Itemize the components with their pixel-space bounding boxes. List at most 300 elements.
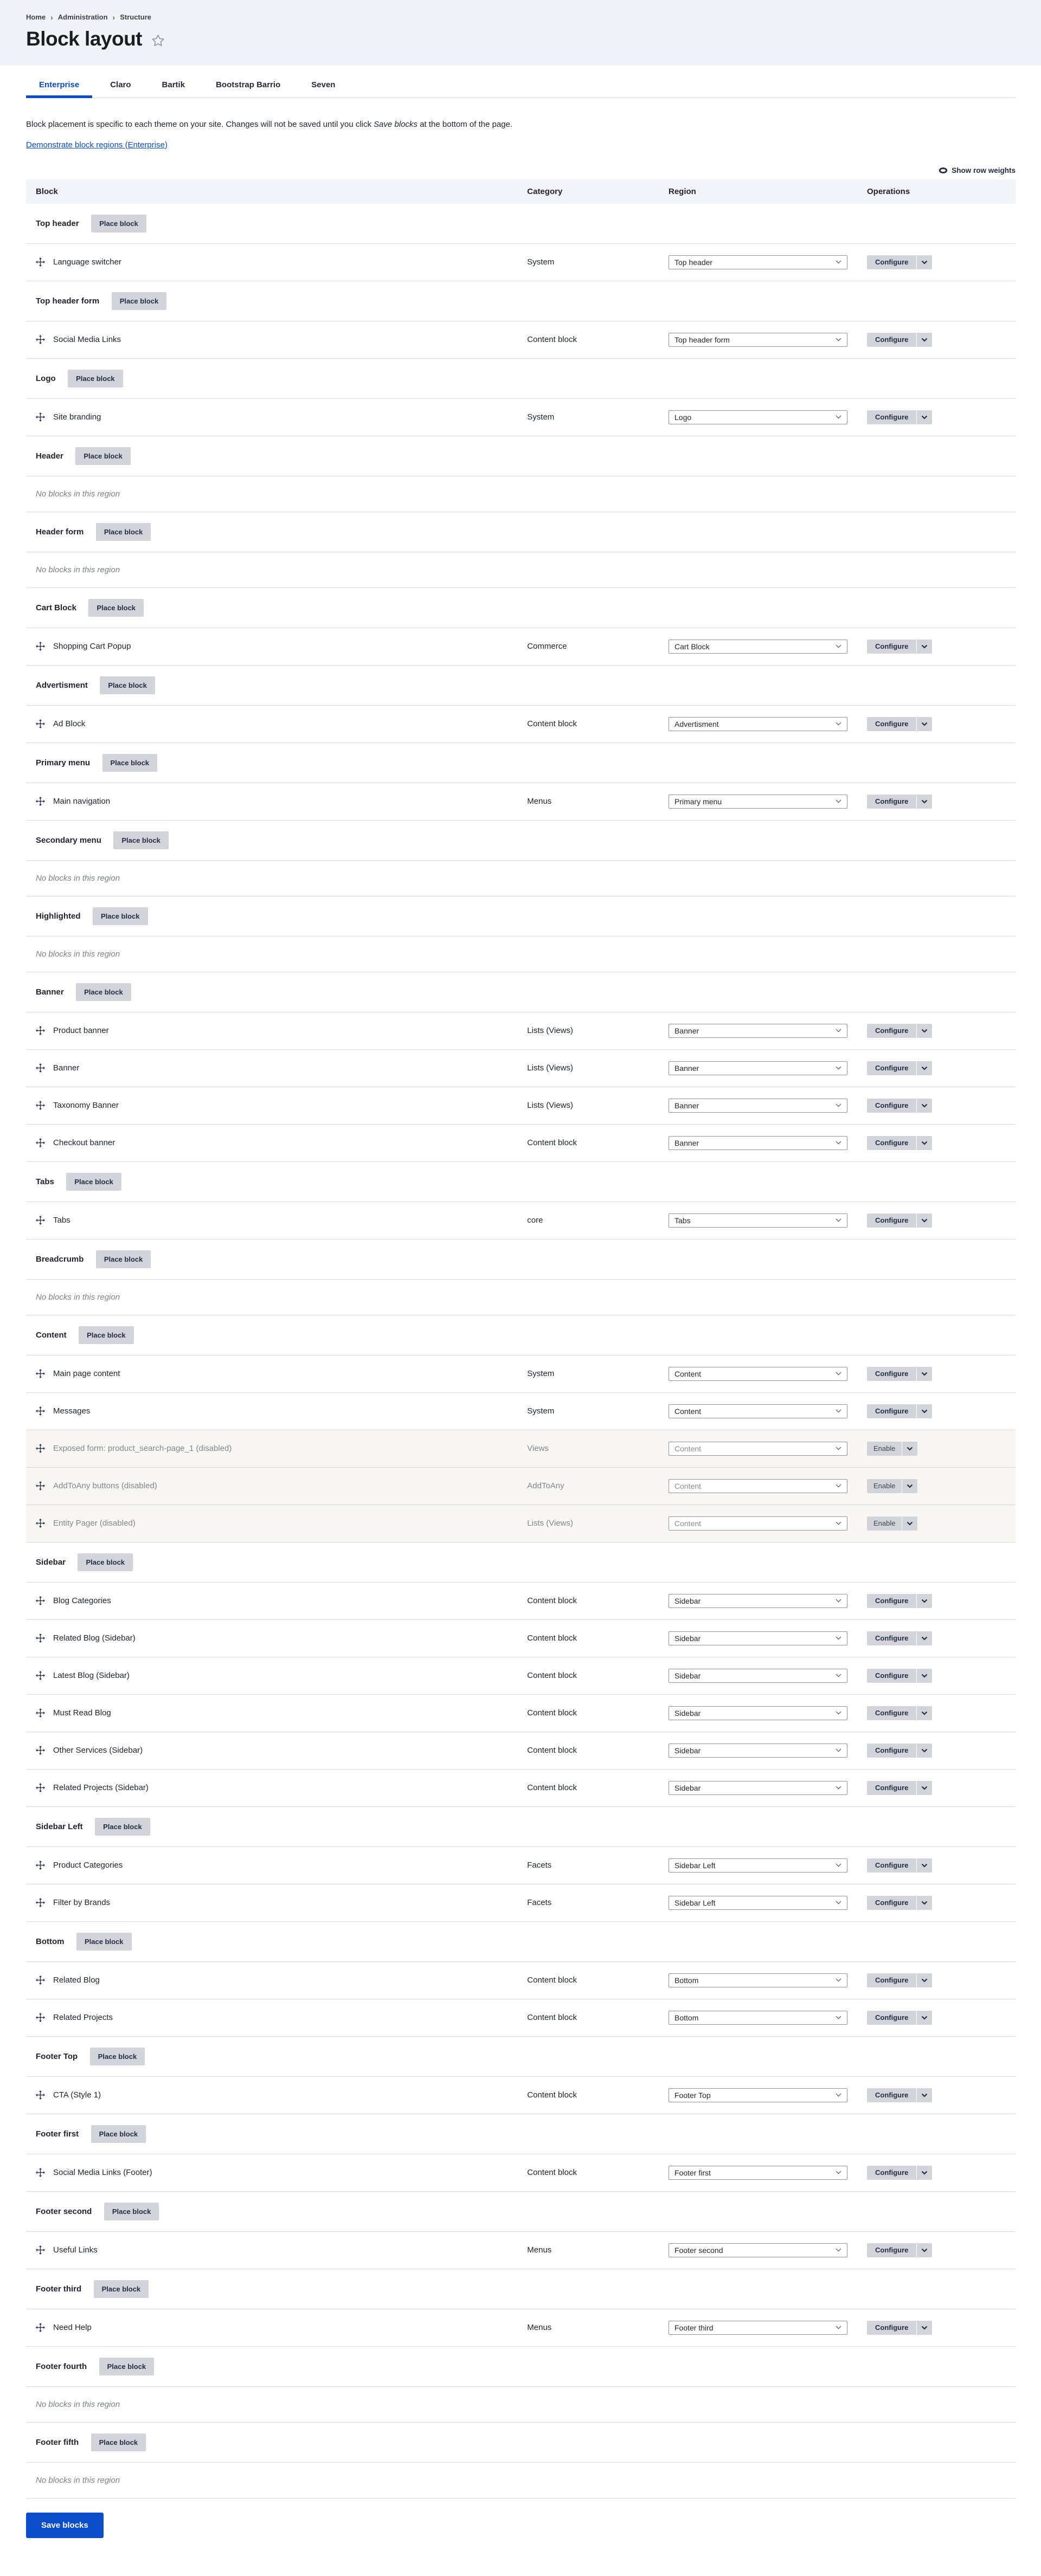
region-select-value: Advertisment [674, 719, 719, 728]
tab-claro[interactable]: Claro [110, 80, 131, 89]
operations-toggle-button[interactable] [917, 1706, 932, 1720]
region-select-value: Footer Top [674, 2090, 711, 2100]
block-row [26, 1884, 1016, 1921]
region-select[interactable] [669, 1594, 847, 1608]
operations-toggle-button[interactable] [917, 1896, 932, 1910]
region-select-value: Content [674, 1444, 702, 1453]
place-block-button[interactable]: Place block [95, 1818, 150, 1836]
place-block-button[interactable]: Place block [76, 1933, 132, 1951]
block-title: Site branding [53, 412, 101, 422]
operations-dropbutton [867, 1136, 932, 1150]
region-select[interactable] [669, 1099, 847, 1113]
operations-dropbutton [867, 1669, 932, 1683]
region-select[interactable] [669, 1213, 847, 1228]
block-title: Messages [53, 1406, 91, 1416]
drag-handle-icon[interactable] [36, 1975, 45, 1985]
block-category: Facets [527, 1898, 552, 1907]
configure-button[interactable]: Configure [867, 2243, 917, 2257]
operations-toggle-button[interactable] [917, 1099, 932, 1113]
operations-toggle-button[interactable] [917, 1404, 932, 1418]
operations-toggle-button[interactable] [917, 1213, 932, 1228]
configure-button[interactable]: Configure [867, 1669, 917, 1683]
drag-handle-icon[interactable] [36, 257, 45, 267]
region-title: Header [36, 451, 63, 461]
block-row [26, 1392, 1016, 1430]
configure-button[interactable]: Configure [867, 640, 917, 654]
region-row-content [26, 1315, 1016, 1355]
operations-toggle-button[interactable] [917, 1594, 932, 1608]
place-block-button[interactable]: Place block [113, 831, 169, 849]
drag-handle-icon[interactable] [36, 2168, 45, 2177]
region-title: Primary menu [36, 758, 91, 767]
place-block-button[interactable]: Place block [91, 2433, 146, 2451]
configure-button[interactable]: Configure [867, 1213, 917, 1228]
region-select-value: Banner [674, 1138, 699, 1147]
block-title: Related Projects (Sidebar) [53, 1783, 149, 1792]
region-select[interactable] [669, 2011, 847, 2025]
select-chevron-icon [836, 2016, 841, 2019]
drag-handle-icon[interactable] [36, 797, 45, 806]
select-chevron-icon [836, 1066, 841, 1070]
region-select-value: Content [674, 1519, 702, 1528]
operations-toggle-button[interactable] [917, 333, 932, 347]
operations-toggle-button[interactable] [917, 1781, 932, 1795]
place-block-button[interactable]: Place block [99, 2358, 155, 2375]
block-category: System [527, 1369, 555, 1378]
place-block-button[interactable]: Place block [94, 2280, 149, 2298]
configure-button[interactable]: Configure [867, 2166, 917, 2180]
select-chevron-icon [836, 1141, 841, 1145]
operations-toggle-button[interactable] [917, 2088, 932, 2102]
operations-dropbutton [867, 1858, 932, 1873]
drag-handle-icon[interactable] [36, 1026, 45, 1035]
region-row-tabs [26, 1161, 1016, 1202]
place-block-button[interactable]: Place block [91, 215, 146, 233]
operations-toggle-button[interactable] [917, 1631, 932, 1645]
region-title: Sidebar Left [36, 1822, 83, 1831]
operations-toggle-button[interactable] [917, 795, 932, 809]
drag-handle-icon[interactable] [36, 719, 45, 728]
region-row-advertisment [26, 665, 1016, 705]
region-select[interactable] [669, 255, 847, 269]
block-title: Taxonomy Banner [53, 1101, 119, 1110]
operations-toggle-button[interactable] [917, 640, 932, 654]
block-category: Content block [527, 1634, 577, 1643]
block-title: Language switcher [53, 257, 121, 267]
drag-handle-icon[interactable] [36, 1444, 45, 1453]
block-category: AddToAny [527, 1481, 564, 1490]
dropbutton-chevron-icon [907, 1447, 913, 1451]
block-row [26, 1769, 1016, 1806]
block-category: Lists (Views) [527, 1101, 574, 1110]
region-select[interactable] [669, 717, 847, 731]
configure-button[interactable]: Configure [867, 1631, 917, 1645]
enable-button[interactable]: Enable [867, 1442, 902, 1456]
dropbutton-chevron-icon [921, 338, 928, 342]
region-select[interactable] [669, 1781, 847, 1795]
drag-handle-icon[interactable] [36, 1746, 45, 1755]
configure-button[interactable]: Configure [867, 1061, 917, 1075]
block-row [26, 1124, 1016, 1161]
enable-button[interactable]: Enable [867, 1516, 902, 1531]
select-chevron-icon [836, 1978, 841, 1982]
column-header-region: Region [659, 179, 857, 204]
demonstrate-regions-link[interactable]: Demonstrate block regions (Enterprise) [26, 140, 168, 150]
drag-handle-icon[interactable] [36, 1519, 45, 1528]
block-title: Ad Block [53, 719, 86, 728]
region-row-sidebar-left [26, 1806, 1016, 1847]
place-block-button[interactable]: Place block [88, 599, 144, 617]
region-select[interactable] [669, 1061, 847, 1075]
region-row-footer-second [26, 2191, 1016, 2231]
empty-region-row [26, 476, 1016, 512]
region-row-cart-block [26, 587, 1016, 628]
region-select-value: Top header [674, 257, 713, 267]
region-row-logo [26, 358, 1016, 398]
block-title: Product Categories [53, 1861, 123, 1870]
dropbutton-chevron-icon [921, 2093, 928, 2097]
dropbutton-chevron-icon [907, 1521, 913, 1526]
block-title: Related Blog [53, 1975, 100, 1985]
drag-handle-icon[interactable] [36, 335, 45, 344]
operations-toggle-button[interactable] [917, 1136, 932, 1150]
region-select-value: Footer first [674, 2168, 711, 2177]
block-row [26, 1582, 1016, 1619]
favorite-star-icon[interactable] [151, 34, 165, 48]
operations-toggle-button[interactable] [917, 1669, 932, 1683]
region-title: Footer fifth [36, 2437, 79, 2447]
region-title: Sidebar [36, 1557, 66, 1567]
region-select[interactable] [669, 1516, 847, 1531]
place-block-button[interactable]: Place block [76, 983, 131, 1001]
block-row [26, 1999, 1016, 2036]
page-header [0, 0, 1041, 66]
form-actions [26, 2498, 1016, 2576]
place-block-button[interactable]: Place block [93, 907, 148, 925]
region-select-value: Footer second [674, 2245, 723, 2255]
configure-button[interactable]: Configure [867, 1099, 917, 1113]
region-select[interactable] [669, 410, 847, 424]
place-block-button[interactable]: Place block [68, 370, 123, 388]
dropbutton-chevron-icon [921, 1141, 928, 1145]
operations-toggle-button[interactable] [917, 2166, 932, 2180]
operations-toggle-button[interactable] [917, 2243, 932, 2257]
drag-handle-icon[interactable] [36, 1216, 45, 1225]
operations-dropbutton [867, 1404, 932, 1418]
save-blocks-button[interactable]: Save blocks [26, 2513, 104, 2538]
configure-button[interactable]: Configure [867, 1024, 917, 1038]
place-block-button[interactable]: Place block [96, 523, 151, 541]
operations-toggle-button[interactable] [917, 1744, 932, 1758]
drag-handle-icon[interactable] [36, 2245, 45, 2255]
no-blocks-message: No blocks in this region [36, 1292, 120, 1302]
place-block-button[interactable]: Place block [90, 2048, 145, 2065]
region-select[interactable] [669, 2243, 847, 2257]
dropbutton-chevron-icon [921, 1748, 928, 1753]
region-select[interactable] [669, 1367, 847, 1381]
block-title: AddToAny buttons (disabled) [53, 1481, 157, 1490]
block-title: Checkout banner [53, 1138, 115, 1147]
drag-handle-icon[interactable] [36, 1708, 45, 1718]
tab-bootstrap-barrio[interactable]: Bootstrap Barrio [216, 80, 281, 89]
tab-enterprise[interactable]: Enterprise [26, 73, 92, 98]
region-select[interactable] [669, 333, 847, 347]
breadcrumb-chevron-icon: › [50, 12, 53, 22]
region-select[interactable] [669, 1669, 847, 1683]
operations-toggle-button[interactable] [917, 1367, 932, 1381]
drag-handle-icon[interactable] [36, 1783, 45, 1792]
operations-dropbutton [867, 1479, 917, 1493]
operations-dropbutton [867, 1631, 932, 1645]
region-select[interactable] [669, 2088, 847, 2102]
block-category: Menus [527, 2323, 552, 2332]
breadcrumb-link-home[interactable]: Home [26, 13, 46, 21]
select-chevron-icon [836, 1863, 841, 1867]
block-category: Content block [527, 1671, 577, 1680]
region-select[interactable] [669, 2166, 847, 2180]
region-select[interactable] [669, 1404, 847, 1418]
main-content [0, 73, 1041, 2576]
breadcrumb-chevron-icon: › [112, 12, 115, 22]
block-row [26, 2154, 1016, 2191]
block-row [26, 2231, 1016, 2269]
region-title: Tabs [36, 1177, 54, 1186]
operations-toggle-button[interactable] [917, 1858, 932, 1873]
region-select-value: Sidebar [674, 1596, 701, 1605]
tab-seven[interactable]: Seven [311, 80, 336, 89]
block-title: Shopping Cart Popup [53, 642, 131, 651]
operations-dropbutton [867, 1442, 917, 1456]
select-chevron-icon [836, 2326, 841, 2329]
configure-button[interactable]: Configure [867, 1896, 917, 1910]
select-chevron-icon [836, 722, 841, 726]
dropbutton-chevron-icon [921, 1066, 928, 1070]
block-row [26, 2076, 1016, 2114]
operations-toggle-button[interactable] [917, 1973, 932, 1987]
drag-handle-icon[interactable] [36, 412, 45, 422]
region-row-footer-fourth [26, 2346, 1016, 2386]
operations-dropbutton [867, 1594, 932, 1608]
region-title: Advertisment [36, 680, 88, 690]
configure-button[interactable]: Configure [867, 1973, 917, 1987]
configure-button[interactable]: Configure [867, 1594, 917, 1608]
select-chevron-icon [836, 1748, 841, 1752]
configure-button[interactable]: Configure [867, 1858, 917, 1873]
dropbutton-chevron-icon [921, 2016, 928, 2020]
region-select-value: Content [674, 1406, 702, 1416]
region-row-top-header [26, 204, 1016, 244]
weight-toggle-icon [939, 167, 948, 174]
region-select-value: Banner [674, 1063, 699, 1073]
blocks-table [26, 179, 1016, 2498]
help-text: Block placement is specific to each theme on your site. Changes will not be saved until you click Save blocks at the bottom of the page. [26, 120, 513, 129]
operations-toggle-button[interactable] [917, 2011, 932, 2025]
select-chevron-icon [836, 2171, 841, 2174]
operations-toggle-button[interactable] [902, 1442, 917, 1456]
region-select[interactable] [669, 1896, 847, 1910]
block-category: Content block [527, 1138, 577, 1147]
operations-toggle-button[interactable] [917, 717, 932, 731]
region-row-footer-first [26, 2114, 1016, 2154]
configure-button[interactable]: Configure [867, 333, 917, 347]
configure-button[interactable]: Configure [867, 2011, 917, 2025]
place-block-button[interactable]: Place block [104, 2203, 159, 2220]
block-title: Must Read Blog [53, 1708, 111, 1718]
operations-toggle-button[interactable] [917, 1024, 932, 1038]
table-header-row [26, 179, 1016, 204]
configure-button[interactable]: Configure [867, 255, 917, 269]
drag-handle-icon[interactable] [36, 2013, 45, 2022]
block-category: Content block [527, 719, 577, 728]
drag-handle-icon[interactable] [36, 1861, 45, 1870]
dropbutton-chevron-icon [921, 1978, 928, 1983]
dropbutton-chevron-icon [921, 1029, 928, 1033]
operations-toggle-button[interactable] [902, 1479, 917, 1493]
dropbutton-chevron-icon [921, 1218, 928, 1223]
region-select[interactable] [669, 795, 847, 809]
operations-dropbutton [867, 2321, 932, 2335]
configure-button[interactable]: Configure [867, 2321, 917, 2335]
dropbutton-chevron-icon [921, 1786, 928, 1790]
configure-button[interactable]: Configure [867, 410, 917, 424]
select-chevron-icon [836, 1218, 841, 1222]
region-select[interactable] [669, 1442, 847, 1456]
operations-dropbutton [867, 1061, 932, 1075]
region-select-value: Footer third [674, 2323, 714, 2332]
place-block-button[interactable]: Place block [112, 292, 167, 310]
block-category: System [527, 1406, 555, 1416]
select-chevron-icon [836, 1521, 841, 1525]
configure-button[interactable]: Configure [867, 1136, 917, 1150]
place-block-button[interactable]: Place block [66, 1173, 121, 1191]
block-title: Useful Links [53, 2245, 98, 2255]
operations-dropbutton [867, 1781, 932, 1795]
operations-dropbutton [867, 1896, 932, 1910]
drag-handle-icon[interactable] [36, 1063, 45, 1073]
region-title: Logo [36, 373, 56, 383]
operations-dropbutton [867, 2166, 932, 2180]
block-category: Content block [527, 2090, 577, 2100]
dropbutton-chevron-icon [921, 1901, 928, 1905]
block-title: Entity Pager (disabled) [53, 1519, 136, 1528]
empty-region-row [26, 2462, 1016, 2498]
region-select[interactable] [669, 1858, 847, 1873]
region-select[interactable] [669, 1479, 847, 1493]
theme-tabs [26, 73, 1016, 98]
region-title: Highlighted [36, 911, 81, 921]
region-title: Secondary menu [36, 835, 101, 845]
operations-toggle-button[interactable] [917, 410, 932, 424]
place-block-button[interactable]: Place block [96, 1250, 151, 1268]
drag-handle-icon[interactable] [36, 2090, 45, 2100]
page-title: Block layout [26, 28, 142, 50]
region-select[interactable] [669, 1973, 847, 1987]
breadcrumb-link-administration[interactable]: Administration [57, 13, 108, 21]
configure-button[interactable]: Configure [867, 717, 917, 731]
region-select[interactable] [669, 2321, 847, 2335]
configure-button[interactable]: Configure [867, 1781, 917, 1795]
drag-handle-icon[interactable] [36, 1596, 45, 1605]
region-select[interactable] [669, 1706, 847, 1720]
region-title: Top header [36, 218, 79, 228]
drag-handle-icon[interactable] [36, 1481, 45, 1490]
place-block-button[interactable]: Place block [91, 2125, 146, 2143]
no-blocks-message: No blocks in this region [36, 2475, 120, 2485]
operations-dropbutton [867, 1024, 932, 1038]
operations-dropbutton [867, 333, 932, 347]
select-chevron-icon [836, 260, 841, 264]
operations-dropbutton [867, 640, 932, 654]
drag-handle-icon[interactable] [36, 2323, 45, 2332]
region-select[interactable] [669, 1024, 847, 1038]
configure-button[interactable]: Configure [867, 1404, 917, 1418]
block-title: Related Projects [53, 2013, 113, 2022]
configure-button[interactable]: Configure [867, 1744, 917, 1758]
region-select[interactable] [669, 640, 847, 654]
drag-handle-icon[interactable] [36, 1406, 45, 1416]
region-select-value: Sidebar Left [674, 1898, 716, 1907]
breadcrumb-link-structure[interactable]: Structure [120, 13, 151, 21]
region-select[interactable] [669, 1744, 847, 1758]
operations-toggle-button[interactable] [917, 255, 932, 269]
operations-toggle-button[interactable] [917, 2321, 932, 2335]
drag-handle-icon[interactable] [36, 642, 45, 651]
configure-button[interactable]: Configure [867, 1706, 917, 1720]
region-select[interactable] [669, 1136, 847, 1150]
no-blocks-message: No blocks in this region [36, 949, 120, 959]
block-category: Facets [527, 1861, 552, 1870]
operations-toggle-button[interactable] [917, 1061, 932, 1075]
region-select-value: Tabs [674, 1216, 691, 1225]
block-row [26, 705, 1016, 743]
configure-button[interactable]: Configure [867, 2088, 917, 2102]
drag-handle-icon[interactable] [36, 1138, 45, 1147]
region-select-value: Bottom [674, 2013, 699, 2022]
empty-region-row [26, 1279, 1016, 1315]
drag-handle-icon[interactable] [36, 1898, 45, 1907]
select-chevron-icon [836, 1029, 841, 1032]
region-row-bottom [26, 1921, 1016, 1961]
block-row [26, 2309, 1016, 2346]
place-block-button[interactable]: Place block [102, 754, 158, 772]
configure-button[interactable]: Configure [867, 1367, 917, 1381]
show-row-weights-link[interactable]: Show row weights [939, 166, 1016, 175]
drag-handle-icon[interactable] [36, 1671, 45, 1680]
select-chevron-icon [836, 1901, 841, 1904]
place-block-button[interactable]: Place block [78, 1553, 133, 1571]
region-select[interactable] [669, 1631, 847, 1645]
place-block-button[interactable]: Place block [75, 447, 131, 465]
empty-region-row [26, 2386, 1016, 2422]
operations-toggle-button[interactable] [902, 1516, 917, 1531]
place-block-button[interactable]: Place block [100, 676, 155, 694]
dropbutton-chevron-icon [921, 1711, 928, 1715]
region-select-value: Sidebar [674, 1746, 701, 1755]
drag-handle-icon[interactable] [36, 1634, 45, 1643]
tab-bartik[interactable]: Bartik [162, 80, 185, 89]
drag-handle-icon[interactable] [36, 1101, 45, 1110]
operations-dropbutton [867, 1744, 932, 1758]
region-row-primary-menu [26, 743, 1016, 783]
dropbutton-chevron-icon [921, 1674, 928, 1678]
place-block-button[interactable]: Place block [79, 1326, 134, 1344]
drag-handle-icon[interactable] [36, 1369, 45, 1378]
dropbutton-chevron-icon [907, 1484, 913, 1488]
configure-button[interactable]: Configure [867, 795, 917, 809]
block-row [26, 1355, 1016, 1392]
enable-button[interactable]: Enable [867, 1479, 902, 1493]
operations-dropbutton [867, 717, 932, 731]
